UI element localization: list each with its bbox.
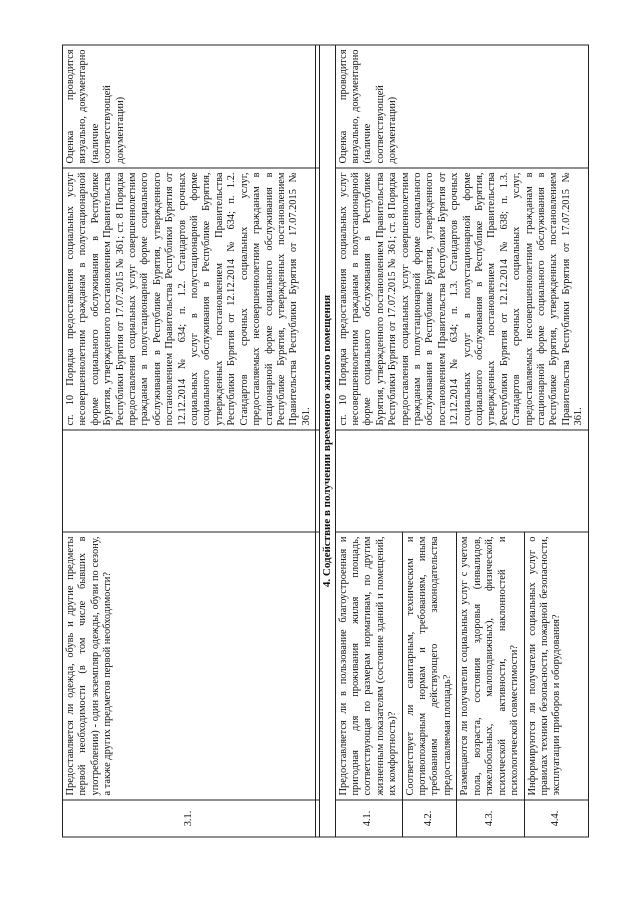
question-cell: Соответствует ли санитарным, техническим и противопожарным нормам и требованиям, иным требованиям действующего законодательства предоставляемая площадь? (402, 532, 457, 800)
inspection-checklist-table (62, 44, 589, 837)
table-row (63, 45, 316, 837)
section-title: 4. Содействие в получении временного жилого помещения (320, 45, 335, 837)
question-cell: Размещаются ли получатели социальных услуг с учетом пола, возраста, состояния здоровья (инвалидов, тяжелобольных, малоподвижных), физической, психической активности, наклонностей и психологической совместимости? (457, 532, 524, 800)
question-cell: Предоставляется ли одежда, обувь и другие предметы первой необходимости (в том числе бывших в употреблении) - один экземпляр одежды, обуви по сезону, а также других предметов первой необходимости? (63, 532, 316, 800)
method-cell: Оценка проводится визуально, документарно (наличие соответствующей документации) (335, 45, 588, 168)
row-number: 4.4. (524, 800, 588, 837)
empty-cell (335, 430, 588, 532)
regulation-cell: ст. 10 Порядка предоставления социальных услуг несовершеннолетним гражданам в полустационарной форме социального обслуживания в Республике Бурятия, утвержденного постановлением Правительства Республики Бурятия от 17.07.2015 № 361; ст. 8 Порядка предоставления социальных услуг совершеннолетним гражданам в полустационарной форме социального обслуживания в Республике Бурятия, утвержденного постановлением Правительства Республики Бурятия от 12.12.2014 № 634; п. 1.2. Стандартов срочных социальных услуг в полустационарной форме социального обслуживания в Республике Бурятия, утвержденных постановлением Правительства Республики Бурятия от 12.12.2014 № 634; п. 1.2. Стандартов срочных социальных услуг, предоставляемых несовершеннолетним гражданам в стационарной форме социального обслуживания в Республике Бурятия, утвержденных постановлением Правительства Республики Бурятия от 17.07.2015 № 361. (63, 168, 316, 430)
question-cell: Предоставляется ли в пользование благоустроенная и пригодная для проживания жилая площадь, соответствующая по размерам нормативам, по другим жизненным показателям (состояние зданий и помещений, их комфортность)? (335, 532, 402, 800)
regulation-cell: ст. 10 Порядка предоставления социальных услуг несовершеннолетним гражданам в полустационарной форме социального обслуживания в Республике Бурятия, утвержденного постановлением Правительства Республики Бурятия от 17.07.2015 № 361; ст. 8 Порядка предоставления социальных услуг совершеннолетним гражданам в полустационарной форме социального обслуживания в Республике Бурятия, утвержденного постановлением Правительства Республики Бурятия от 12.12.2014 № 634; п. 1.3. Стандартов срочных социальных услуг в полустационарной форме социального обслуживания в Республике Бурятия, утвержденных постановлением Правительства Республики Бурятия от 12.12.2014 № 638; п. 1.3. Стандартов срочных социальных услуг, предоставляемых несовершеннолетним гражданам в стационарной форме социального обслуживания в Республике Бурятия, утвержденных постановлением Правительства Республики Бурятия от 17.07.2015 № 361. (335, 168, 588, 430)
row-number: 4.1. (335, 800, 402, 837)
row-number: 4.3. (457, 800, 524, 837)
row-number: 3.1. (63, 800, 316, 837)
section-header-row (320, 45, 335, 837)
method-cell: Оценка проводится визуально, документарно (наличие соответствующей документации) (63, 45, 316, 168)
question-cell: Информируются ли получатели социальных услуг о правилах техники безопасности, пожарной безопасности, эксплуатации приборов и оборудования? (524, 532, 588, 800)
empty-cell (63, 430, 316, 532)
table-row (335, 45, 402, 837)
row-number: 4.2. (402, 800, 457, 837)
